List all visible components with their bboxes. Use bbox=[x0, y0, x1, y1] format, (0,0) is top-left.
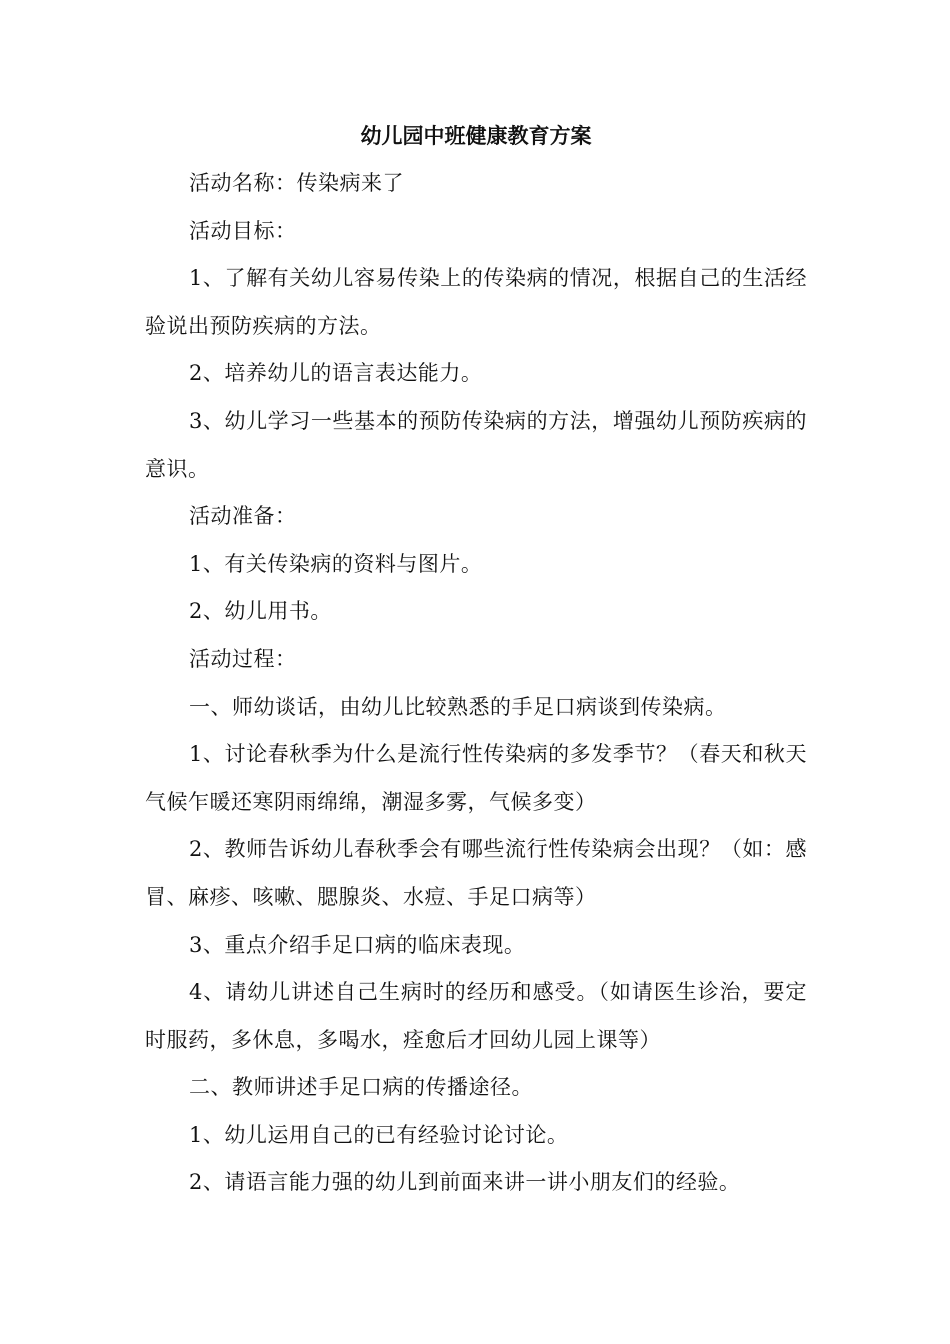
document-title: 幼儿园中班健康教育方案 bbox=[360, 124, 592, 148]
process-step-1: 一、师幼谈话，由幼儿比较熟悉的手足口病谈到传染病。 bbox=[189, 694, 727, 719]
process-substep-2-1: 1、幼儿运用自己的已有经验讨论讨论。 bbox=[189, 1122, 569, 1147]
goal-item-1: 1、了解有关幼儿容易传染上的传染病的情况，根据自己的生活经验说出预防疾病的方法。 bbox=[145, 266, 807, 338]
section-heading-goals: 活动目标： bbox=[189, 218, 297, 243]
process-step-2: 二、教师讲述手足口病的传播途径。 bbox=[189, 1075, 533, 1100]
preparation-item-1: 1、有关传染病的资料与图片。 bbox=[189, 551, 483, 576]
goal-item-3: 3、幼儿学习一些基本的预防传染病的方法，增强幼儿预防疾病的意识。 bbox=[145, 408, 807, 481]
goal-item-2: 2、培养幼儿的语言表达能力。 bbox=[189, 361, 483, 386]
section-heading-process: 活动过程： bbox=[189, 646, 297, 671]
process-substep-2-2: 2、请语言能力强的幼儿到前面来讲一讲小朋友们的经验。 bbox=[189, 1170, 741, 1195]
process-substep-1-3: 3、重点介绍手足口病的临床表现。 bbox=[189, 932, 526, 957]
preparation-item-2: 2、幼儿用书。 bbox=[189, 599, 332, 624]
activity-name-line: 活动名称：传染病来了 bbox=[189, 171, 404, 195]
section-heading-preparation: 活动准备： bbox=[189, 504, 297, 529]
process-substep-1-1: 1、讨论春秋季为什么是流行性传染病的多发季节？（春天和秋天气候乍暖还寒阴雨绵绵，潮湿多雾，气候多变） bbox=[145, 742, 807, 814]
process-substep-1-2: 2、教师告诉幼儿春秋季会有哪些流行性传染病会出现？（如：感冒、麻疹、咳嗽、腮腺炎、水痘、手足口病等） bbox=[145, 837, 807, 909]
process-substep-1-4: 4、请幼儿讲述自己生病时的经历和感受。（如请医生诊治，要定时服药，多休息，多喝水，痊愈后才回幼儿园上课等） bbox=[145, 980, 807, 1052]
document-body bbox=[145, 112, 807, 1207]
